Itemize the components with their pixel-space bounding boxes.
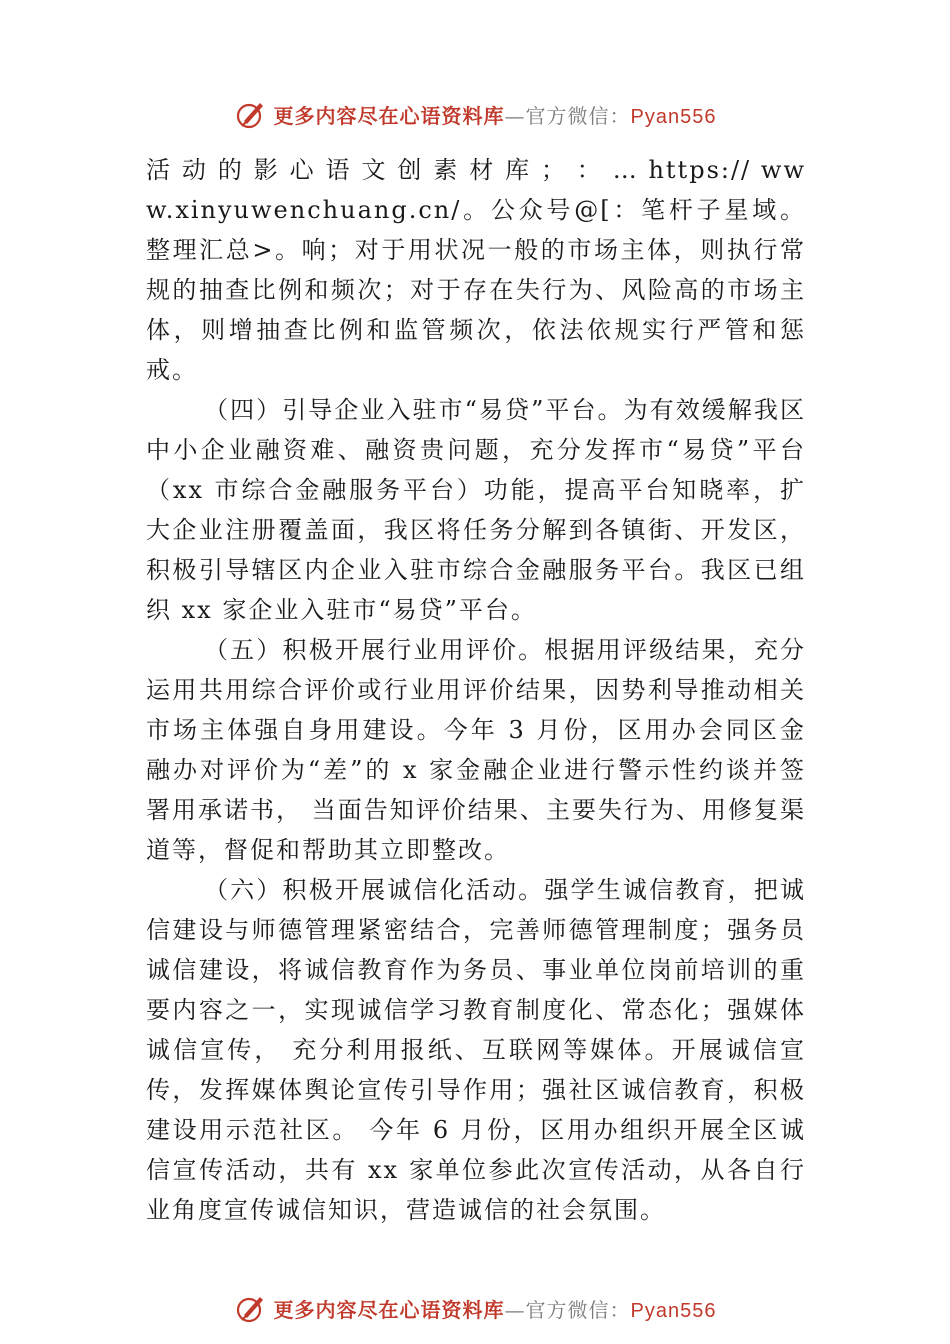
header-banner: [0, 92, 950, 136]
banner-handle: Pyan556: [630, 105, 717, 128]
paragraph-3: （五）积极开展行业用评价。根据用评级结果，充分运用共用综合评价或行业用评价结果，因势利导推动相关市场主体强自身用建设。今年 3 月份，区用办会同区金融办对评价为“差”的 x 家金融企业进行警示性约谈并签署用承诺书， 当面告知评价结果、主要失行为、用修复渠道等，督促和帮助其立即整改。: [146, 636, 806, 864]
quill-pen-logo-icon: [234, 97, 268, 131]
paragraph-2: （四）引导企业入驻市“易贷”平台。为有效缓解我区中小企业融资难、融资贵问题，充分发挥市“易贷”平台（xx 市综合金融服务平台）功能，提高平台知晓率，扩大企业注册覆盖面，我区将任务分解到各镇街、开发区，积极引导辖区内企业入驻市综合金融服务平台。我区已组织 xx 家企业入驻市“易贷”平台。: [146, 396, 806, 624]
banner-mid-text: —官方微信：: [504, 103, 631, 128]
footer-banner: [0, 1286, 950, 1330]
banner-main-text: 更多内容尽在心语资料库: [273, 1297, 505, 1322]
paragraph-1: 活 动 的 影 心 语 文 创 素 材 库 ； ： … https:// www.xinyuwenchuang.cn/。公众号@[：笔杆子星域。整理汇总>。响；对于用状况一般的市场主体，则执行常规的抽查比例和频次；对于存在失行为、风险高的市场主体，则增抽查比例和监管频次，依法依规实行严管和惩戒。: [146, 156, 806, 384]
banner-text: [274, 1294, 717, 1323]
banner-text: [274, 100, 717, 129]
document-body: [146, 150, 806, 1230]
quill-pen-logo-icon: [234, 1291, 268, 1325]
paragraph-4: （六）积极开展诚信化活动。强学生诚信教育，把诚信建设与师德管理紧密结合，完善师德管理制度；强务员诚信建设，将诚信教育作为务员、事业单位岗前培训的重要内容之一，实现诚信学习教育制度化、常态化；强媒体诚信宣传， 充分利用报纸、互联网等媒体。开展诚信宣传，发挥媒体舆论宣传引导作用；强社区诚信教育，积极建设用示范社区。 今年 6 月份，区用办组织开展全区诚信宣传活动，共有 xx 家单位参此次宣传活动，从各自行业角度宣传诚信知识，营造诚信的社会氛围。: [146, 876, 806, 1224]
banner-main-text: 更多内容尽在心语资料库: [273, 103, 505, 128]
banner-mid-text: —官方微信：: [504, 1297, 631, 1322]
banner-handle: Pyan556: [630, 1299, 717, 1322]
